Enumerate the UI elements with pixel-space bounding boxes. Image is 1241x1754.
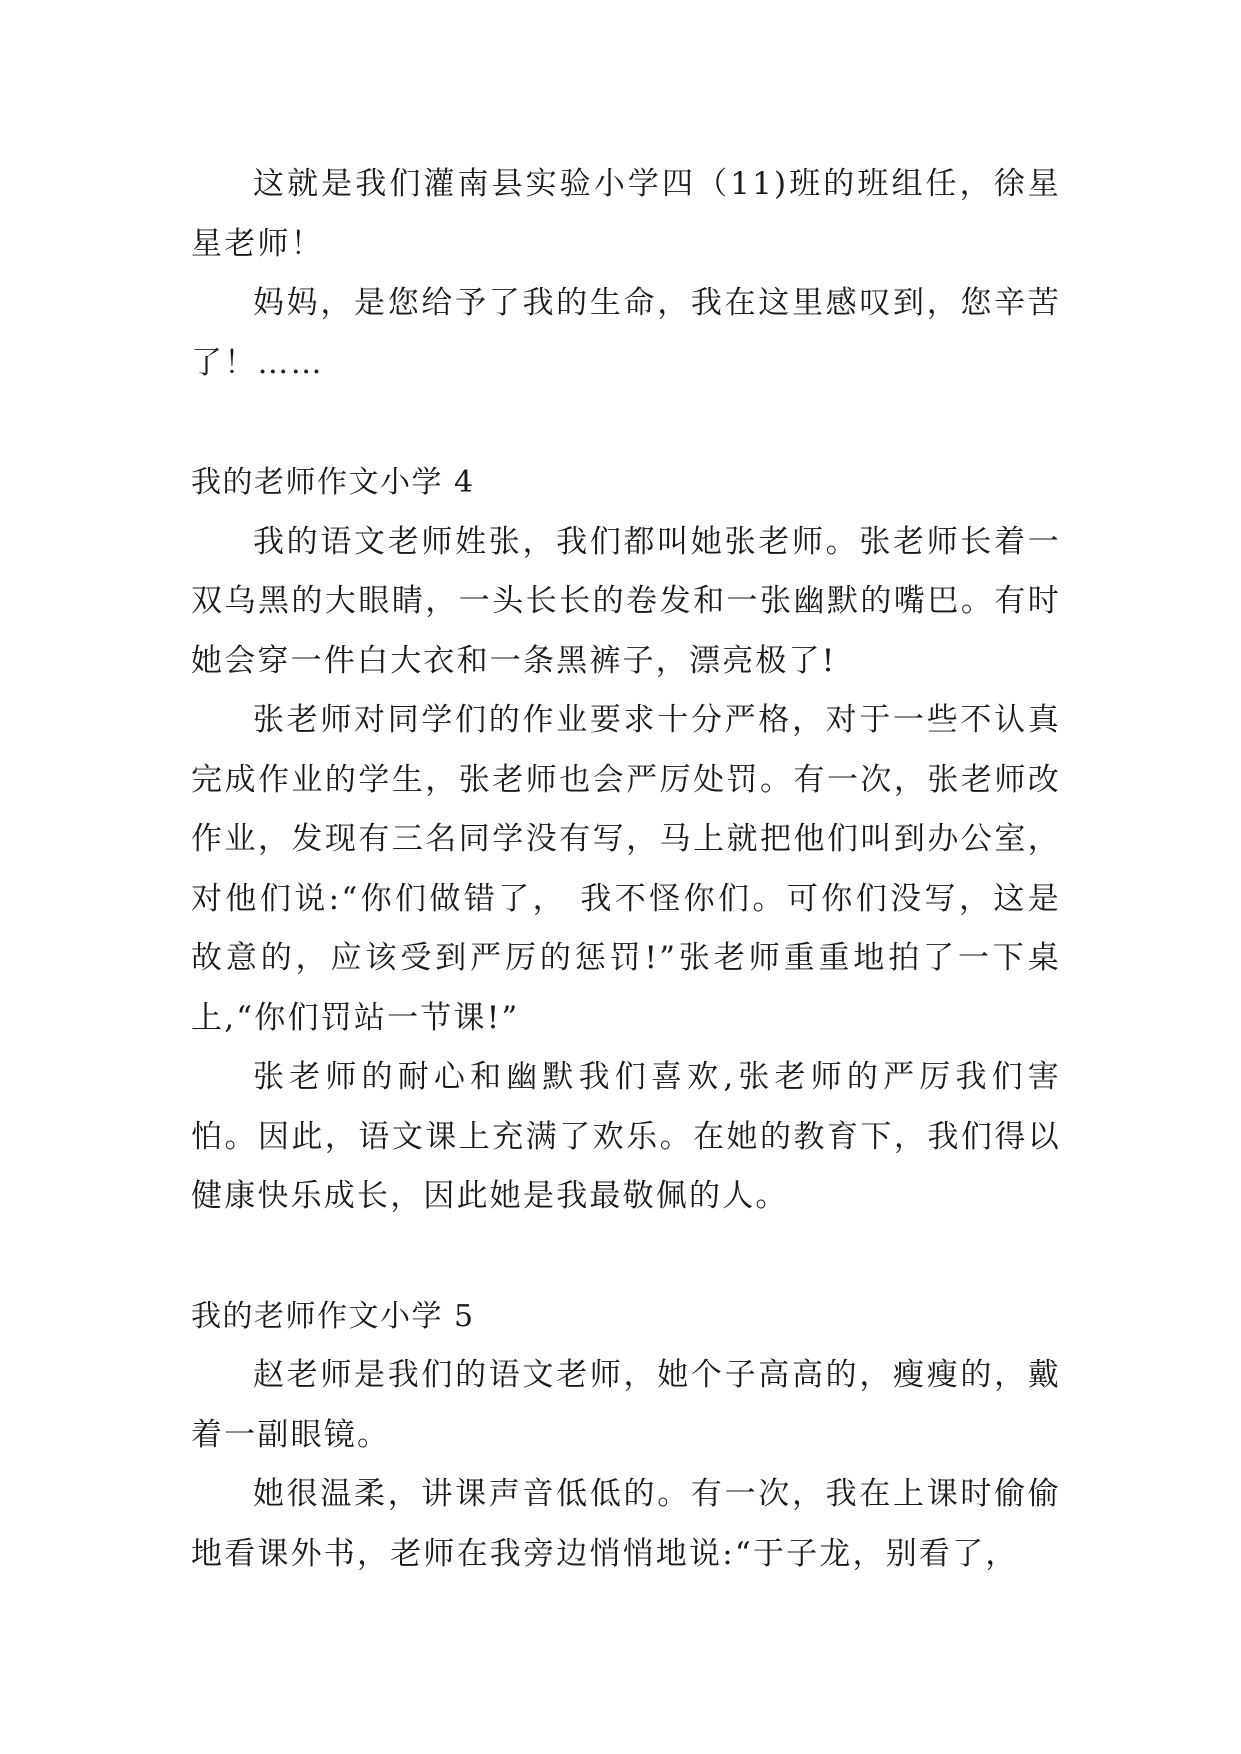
paragraph: 她很温柔，讲课声音低低的。有一次，我在上课时偷偷地看课外书，老师在我旁边悄悄地说:“于子龙，别看了， [191, 1476, 1061, 1572]
document-page [191, 155, 1061, 1584]
section-heading: 我的老师作文小学 5 [191, 1298, 475, 1334]
paragraph: 张老师的耐心和幽默我们喜欢,张老师的严厉我们害怕。因此，语文课上充满了欢乐。在她的教育下，我们得以健康快乐成长，因此她是我最敬佩的人。 [191, 1059, 1061, 1214]
paragraph: 妈妈，是您给予了我的生命，我在这里感叹到，您辛苦了！…… [191, 285, 1061, 381]
paragraph: 这就是我们灌南县实验小学四（11)班的班组任，徐星星老师！ [191, 166, 1061, 262]
paragraph: 赵老师是我们的语文老师，她个子高高的，瘦瘦的，戴着一副眼镜。 [191, 1357, 1061, 1453]
section-heading: 我的老师作文小学 4 [191, 465, 475, 500]
paragraph: 张老师对同学们的作业要求十分严格，对于一些不认真完成作业的学生，张老师也会严厉处罚。有一次，张老师改作业，发现有三名同学没有写，马上就把他们叫到办公室，对他们说:“你们做错了， 我不怪你们。可你们没写，这是故意的，应该受到严厉的惩罚!”张老师重重地拍了一下桌上,“你们罚站一节课!” [191, 702, 1061, 1036]
paragraph: 我的语文老师姓张，我们都叫她张老师。张老师长着一双乌黑的大眼睛，一头长长的卷发和一张幽默的嘴巴。有时她会穿一件白大衣和一条黑裤子，漂亮极了! [191, 523, 1061, 679]
